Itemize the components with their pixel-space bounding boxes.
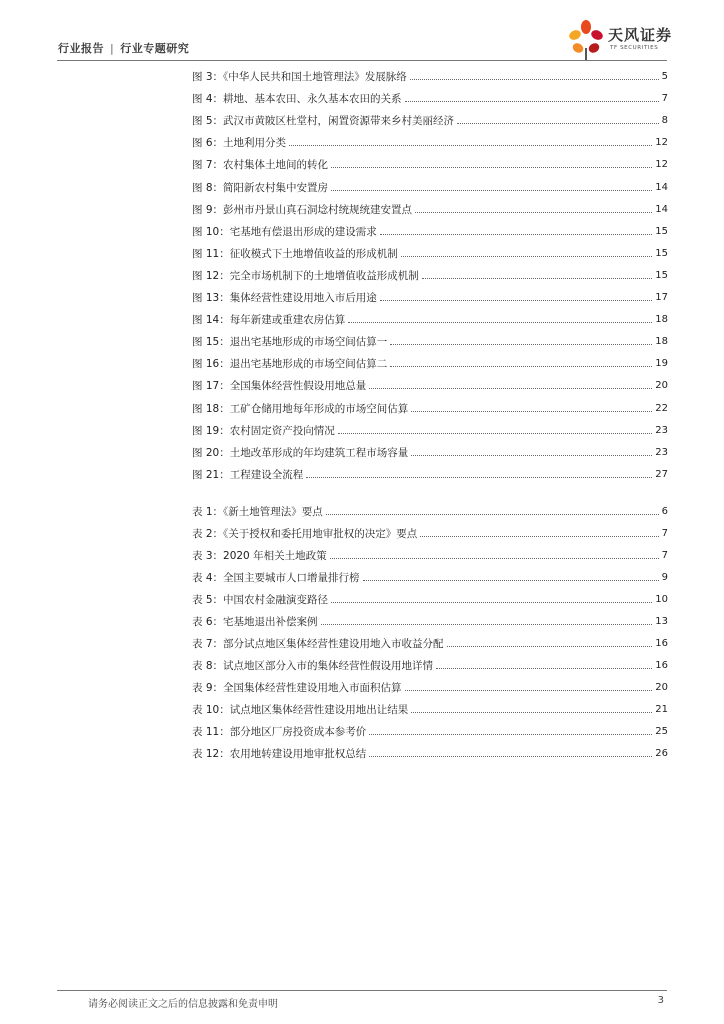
toc-entry-page: 7 [661, 528, 668, 539]
header-separator: | [110, 42, 115, 55]
toc-entry-label: 图 13：集体经营性建设用地入市后用途 [192, 292, 377, 304]
toc-dot-leader [411, 455, 652, 456]
logo-name-cn: 天风证券 [608, 26, 673, 44]
toc-entry-label: 图 17：全国集体经营性假设用地总量 [192, 380, 367, 393]
toc-dot-leader [306, 477, 652, 478]
toc-entry[interactable] [192, 68, 668, 84]
toc-entry[interactable] [192, 179, 668, 195]
toc-dot-leader [405, 101, 659, 102]
toc-entry[interactable] [192, 90, 668, 106]
toc-dot-leader [380, 234, 653, 235]
toc-dot-leader [321, 624, 653, 625]
toc-dot-leader [405, 690, 653, 691]
toc-entry[interactable] [192, 377, 668, 393]
toc-entry[interactable] [192, 503, 668, 519]
toc-entry-label: 图 11：征收模式下土地增值收益的形成机制 [192, 247, 398, 260]
toc-entry-page: 17 [655, 292, 668, 303]
logo-name-en: TF SECURITIES [610, 45, 659, 51]
toc-entry-page: 26 [655, 748, 668, 759]
toc-entry-page: 14 [655, 203, 668, 215]
toc-entry[interactable] [192, 547, 668, 563]
toc-entry-page: 15 [655, 225, 668, 237]
toc-entry-page: 9 [661, 572, 668, 583]
toc-dot-leader [436, 668, 652, 669]
toc-entry-page: 7 [661, 550, 668, 561]
toc-entry[interactable] [192, 613, 668, 629]
toc-entry-label: 图 7：农村集体土地间的转化 [192, 159, 329, 172]
header-subcategory: 行业专题研究 [120, 42, 190, 55]
toc-entry-page: 12 [655, 159, 668, 171]
toc-entry-label: 表 8：试点地区部分入市的集体经营性假设用地详情 [192, 660, 434, 672]
toc-entry-label: 图 3：《中华人民共和国土地管理法》发展脉络 [192, 71, 407, 83]
toc-entry[interactable] [192, 311, 668, 327]
toc-entry[interactable] [192, 289, 668, 305]
toc-entry-page: 27 [655, 468, 668, 480]
toc-entry-label: 表 10：试点地区集体经营性建设用地出让结果 [192, 704, 409, 716]
toc-dot-leader [422, 278, 653, 279]
toc-entry-label: 图 21：工程建设全流程 [192, 468, 304, 481]
toc-dot-leader [369, 388, 652, 389]
toc-entry[interactable] [192, 223, 668, 239]
footer-divider [57, 990, 667, 991]
toc-entry-label: 表 7：部分试点地区集体经营性建设用地入市收益分配 [192, 638, 444, 650]
toc-dot-leader [326, 514, 659, 515]
toc-entry-label: 图 9：彭州市丹景山真石洞埝村统规统建安置点 [192, 203, 413, 216]
flower-logo-icon [566, 18, 606, 62]
toc-entry[interactable] [192, 422, 668, 438]
toc-entry[interactable] [192, 134, 668, 150]
company-logo [566, 18, 676, 62]
toc-dot-leader [410, 79, 659, 80]
toc-entry-page: 7 [661, 93, 668, 105]
toc-dot-leader [390, 366, 652, 367]
toc-entry-page: 23 [655, 446, 668, 458]
toc-entry[interactable] [192, 201, 668, 217]
toc-entry-label: 图 10：宅基地有偿退出形成的建设需求 [192, 225, 377, 238]
toc-entry-page: 22 [655, 402, 668, 414]
toc-entry-page: 12 [655, 137, 668, 149]
toc-entry-label: 图 12：完全市场机制下的土地增值收益形成机制 [192, 269, 419, 282]
header-category: 行业报告 [58, 42, 104, 55]
toc-entry-label: 图 4：耕地、基本农田、永久基本农田的关系 [192, 93, 402, 106]
toc-entry-page: 10 [655, 594, 668, 605]
toc-dot-leader [401, 256, 653, 257]
toc-dot-leader [411, 712, 652, 713]
toc-dot-leader [380, 300, 653, 301]
toc-entry[interactable] [192, 723, 668, 739]
toc-entry-label: 表 4：全国主要城市人口增量排行榜 [192, 572, 360, 584]
toc-dot-leader [338, 433, 653, 434]
toc-entry-page: 14 [655, 181, 668, 193]
header-divider [57, 60, 667, 61]
toc-entry-page: 5 [661, 71, 668, 82]
toc-entry[interactable] [192, 267, 668, 283]
toc-entry-label: 表 12：农用地转建设用地审批权总结 [192, 748, 367, 760]
toc-dot-leader [369, 734, 652, 735]
toc-entry-label: 表 11：部分地区厂房投资成本参考价 [192, 726, 367, 738]
toc-dot-leader [363, 580, 659, 581]
toc-dot-leader [390, 344, 652, 345]
header-label [58, 40, 189, 56]
toc-entry-label: 表 5：中国农村金融演变路径 [192, 594, 329, 606]
toc-entry[interactable] [192, 701, 668, 717]
toc-entry-label: 图 5：武汉市黄陂区杜堂村，闲置资源带来乡村美丽经济 [192, 115, 455, 128]
toc-entry[interactable] [192, 635, 668, 651]
toc-entry-page: 16 [655, 638, 668, 649]
toc-entry-page: 18 [655, 314, 668, 326]
toc-entry-page: 23 [655, 424, 668, 436]
toc-entry-label: 表 9：全国集体经营性建设用地入市面积估算 [192, 682, 402, 694]
toc-entry-page: 19 [655, 358, 668, 370]
toc-entry-label: 图 19：农村固定资产投向情况 [192, 424, 335, 437]
toc-entry-label: 图 15：退出宅基地形成的市场空间估算一 [192, 336, 388, 349]
toc-entry-label: 图 6：土地利用分类 [192, 137, 287, 150]
footer-disclaimer: 请务必阅读正文之后的信息披露和免责申明 [88, 999, 278, 1010]
toc-entry-page: 20 [655, 682, 668, 693]
toc-entry-page: 13 [655, 616, 668, 627]
toc-entry[interactable] [192, 657, 668, 673]
toc-dot-leader [457, 123, 659, 124]
toc-entry-page: 8 [661, 115, 668, 127]
toc-entry[interactable] [192, 569, 668, 585]
toc-entry-label: 表 1：《新土地管理法》要点 [192, 506, 323, 518]
toc-entry-label: 图 8：简阳新农村集中安置房 [192, 181, 329, 194]
toc-entry[interactable] [192, 745, 668, 761]
toc-dot-leader [331, 167, 652, 168]
toc-entry-label: 图 18：工矿仓储用地每年形成的市场空间估算 [192, 402, 409, 415]
toc-entry-page: 21 [655, 704, 668, 715]
toc-entry-label: 图 20：土地改革形成的年均建筑工程市场容量 [192, 446, 409, 459]
toc-entry-label: 表 6：宅基地退出补偿案例 [192, 616, 318, 628]
toc-entry-page: 15 [655, 269, 668, 281]
toc-dot-leader [447, 646, 653, 647]
toc-entry[interactable] [192, 355, 668, 371]
toc-entry[interactable] [192, 400, 668, 416]
toc-entry[interactable] [192, 466, 668, 482]
toc-entry-page: 20 [655, 380, 668, 392]
toc-dot-leader [348, 322, 652, 323]
toc-entry-page: 15 [655, 247, 668, 259]
toc-dot-leader [411, 411, 652, 412]
toc-entry[interactable] [192, 156, 668, 172]
toc-entry-page: 18 [655, 336, 668, 348]
toc-entry[interactable] [192, 333, 668, 349]
toc-dot-leader [415, 212, 652, 213]
toc-entry-page: 25 [655, 726, 668, 737]
toc-entry-label: 表 2：《关于授权和委托用地审批权的决定》要点 [192, 528, 418, 540]
toc-entry[interactable] [192, 679, 668, 695]
toc-entry-page: 6 [661, 506, 668, 517]
toc-entry-label: 表 3：2020 年相关土地政策 [192, 550, 327, 562]
toc-entry[interactable] [192, 245, 668, 261]
toc-entry-page: 16 [655, 660, 668, 671]
toc-dot-leader [369, 756, 652, 757]
toc-entry[interactable] [192, 591, 668, 607]
toc-dot-leader [331, 190, 652, 191]
toc-entry[interactable] [192, 444, 668, 460]
toc-dot-leader [289, 145, 652, 146]
page-number: 3 [657, 995, 664, 1006]
toc-dot-leader [330, 558, 659, 559]
toc-dot-leader [420, 536, 658, 537]
toc-entry[interactable] [192, 112, 668, 128]
toc-entry-label: 图 14：每年新建或重建农房估算 [192, 314, 346, 327]
toc-entry-label: 图 16：退出宅基地形成的市场空间估算二 [192, 358, 388, 371]
toc-dot-leader [331, 602, 652, 603]
toc-entry[interactable] [192, 525, 668, 541]
